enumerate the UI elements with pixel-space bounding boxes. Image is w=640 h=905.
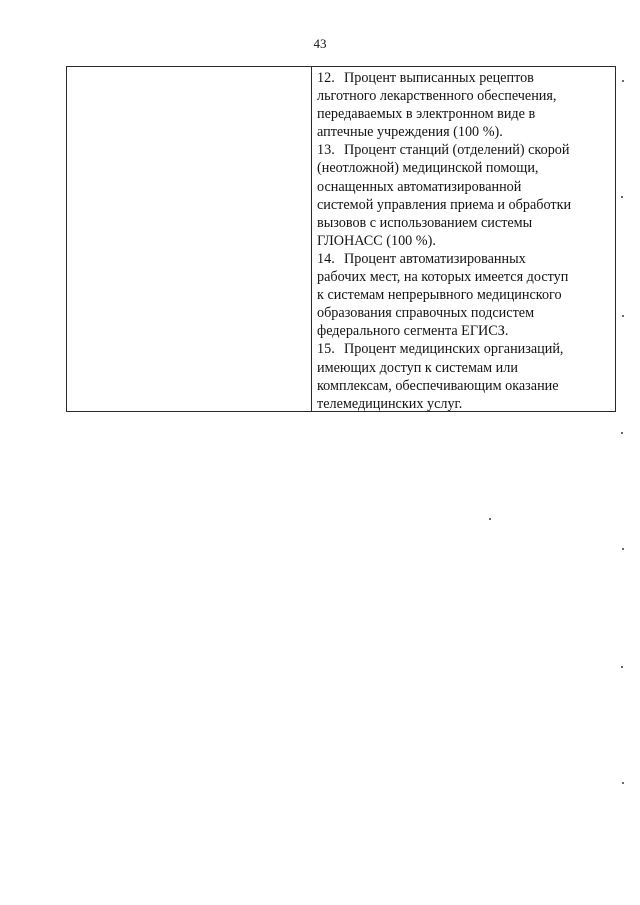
list-item-14 <box>317 250 612 340</box>
item-line: комплексам, обеспечивающим оказание <box>317 377 559 394</box>
list-item-12 <box>317 69 612 141</box>
item-line <box>317 141 612 159</box>
item-line <box>317 69 612 87</box>
scan-speck <box>622 80 624 82</box>
page-number: 43 <box>313 36 327 51</box>
list-item-13 <box>317 141 612 250</box>
item-text: Процент автоматизированных <box>344 250 526 267</box>
item-number: 12. <box>317 70 335 86</box>
list-item-15 <box>317 340 612 412</box>
item-line: рабочих мест, на которых имеется доступ <box>317 269 569 286</box>
scan-speck <box>622 315 624 317</box>
item-line <box>317 250 612 268</box>
item-text: Процент станций (отделений) скорой <box>344 142 570 159</box>
item-line: передаваемых в электронном виде в <box>317 106 536 123</box>
item-number: 13. <box>317 142 335 159</box>
scan-speck <box>621 196 623 198</box>
table-cell-left <box>67 67 312 411</box>
scan-speck <box>622 782 624 784</box>
item-line: федерального сегмента ЕГИСЗ. <box>317 323 509 340</box>
item-text: Процент медицинских организаций, <box>344 341 564 358</box>
item-line: аптечные учреждения (100 %). <box>317 124 503 141</box>
item-line: вызовов с использованием системы <box>317 214 533 231</box>
item-line: оснащенных автоматизированной <box>317 178 522 195</box>
item-text: Процент выписанных рецептов <box>344 70 534 86</box>
item-line: к системам непрерывного медицинского <box>317 287 562 304</box>
item-line: ГЛОНАСС (100 %). <box>317 232 436 249</box>
document-table <box>66 66 616 412</box>
scan-speck <box>621 666 623 668</box>
item-line: (неотложной) медицинской помощи, <box>317 160 539 177</box>
scan-speck <box>489 518 491 520</box>
item-line <box>317 340 612 358</box>
table-cell-right <box>312 67 615 411</box>
item-line: имеющих доступ к системам или <box>317 359 518 376</box>
item-number: 15. <box>317 341 335 358</box>
scan-speck <box>621 432 623 434</box>
item-number: 14. <box>317 250 335 267</box>
item-line: образования справочных подсистем <box>317 305 535 322</box>
item-line: системой управления приема и обработки <box>317 196 572 213</box>
scan-speck <box>622 548 624 550</box>
item-line: телемедицинских услуг. <box>317 395 463 412</box>
item-line: льготного лекарственного обеспечения, <box>317 88 557 105</box>
